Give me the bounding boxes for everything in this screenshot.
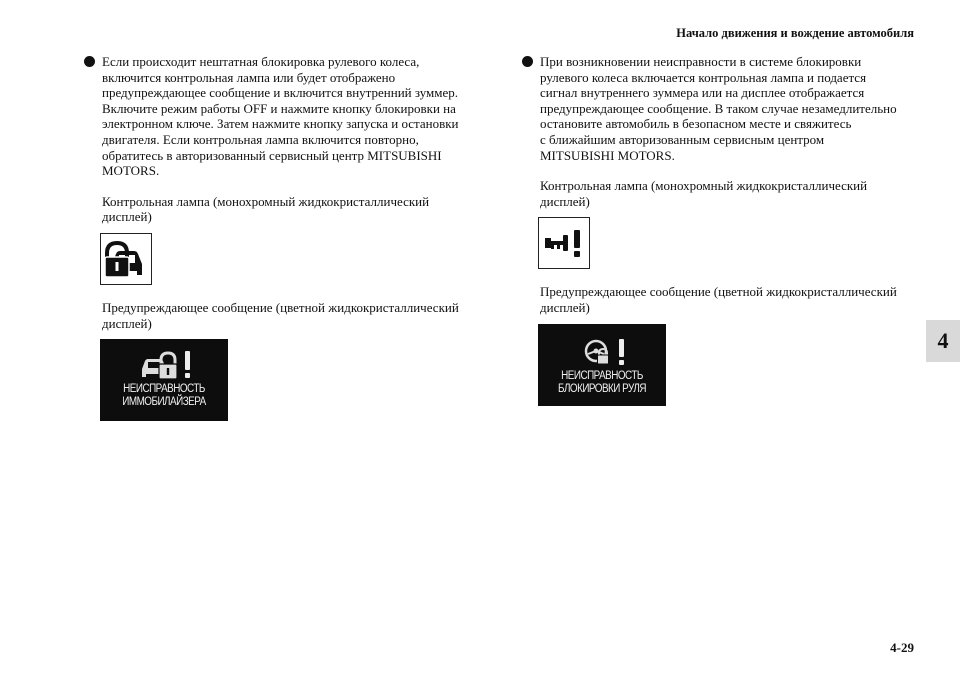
color-display-caption: Предупреждающее сообщение (цветной жидкокристаллический дисплей) xyxy=(102,299,459,331)
key-warning-icon xyxy=(538,217,590,269)
left-column xyxy=(84,54,464,421)
immobilizer-warning-display xyxy=(100,339,228,421)
paragraph-text: Если происходит нештатная блокировка рулевого колеса, включится контрольная лампа или будет отображено предупреждающее сообщение и включится внутренний зуммер. Включите режим работы OFF и нажмите кнопку блокировки на электронном ключе. Затем нажмите кнопку запуска и остановки двигателя. Если контрольная лампа включится повторно, обратитесь в авторизованный сервисный центр MITSUBISHI MOTORS. xyxy=(102,54,459,179)
bullet-icon xyxy=(522,56,533,67)
right-column xyxy=(522,54,916,406)
chapter-tab: 4 xyxy=(926,320,960,362)
bullet-icon xyxy=(84,56,95,67)
immobilizer-lock-car-icon xyxy=(100,233,152,285)
paragraph-text: При возникновении неисправности в системе блокировки рулевого колеса включается контрольная лампа и подается сигнал внутреннего зуммера или на дисплее отображается предупреждающее сообщение. В таком случае незамедлительно остановите автомобиль в безопасном месте и свяжитесь с ближайшим авторизованным сервисным центром MITSUBISHI MOTORS. xyxy=(540,54,897,163)
steering-malfunction-paragraph xyxy=(522,54,916,163)
steering-lock-warning-icon xyxy=(582,338,630,372)
display-message: НЕИСПРАВНОСТЬ БЛОКИРОВКИ РУЛЯ xyxy=(557,369,647,395)
display-message: НЕИСПРАВНОСТЬ ИММОБИЛАЙЗЕРА xyxy=(122,383,206,409)
steering-lock-paragraph xyxy=(84,54,464,179)
running-head: Начало движения и вождение автомобиля xyxy=(676,26,914,40)
steering-lock-warning-display xyxy=(538,324,666,406)
page-number: 4-29 xyxy=(890,640,914,655)
color-display-caption: Предупреждающее сообщение (цветной жидкокристаллический дисплей) xyxy=(540,284,897,315)
mono-display-caption: Контрольная лампа (монохромный жидкокристаллический дисплей) xyxy=(102,193,430,225)
mono-display-caption: Контрольная лампа (монохромный жидкокристаллический дисплей) xyxy=(540,178,868,209)
immobilizer-warning-icon xyxy=(136,349,194,385)
